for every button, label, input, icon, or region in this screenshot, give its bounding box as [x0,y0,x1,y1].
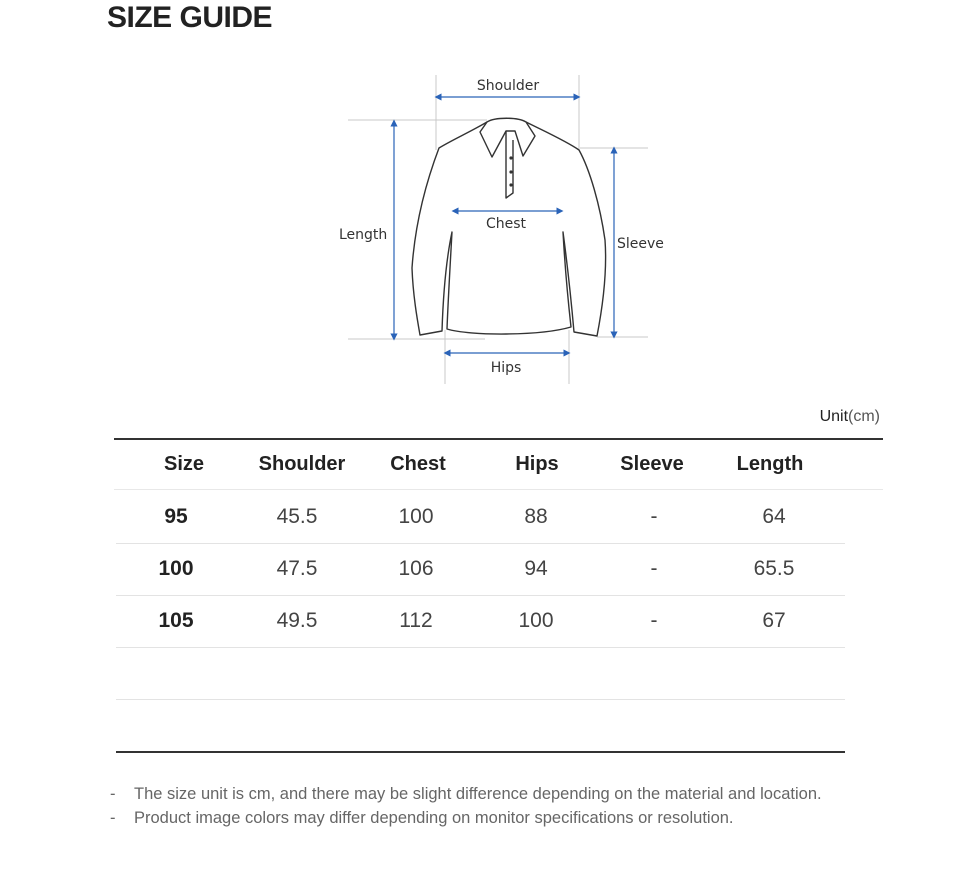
cell-size: 105 [158,609,194,632]
cell-sleeve: - [650,557,658,580]
chest-label: Chest [485,216,527,232]
column-header-hips: Hips [515,453,559,475]
length-label: Length [339,227,388,243]
note-bullet: - [110,809,116,827]
column-header-sleeve: Sleeve [620,453,684,475]
page-title: SIZE GUIDE [107,1,273,34]
cell-sleeve: - [650,505,658,528]
cell-shoulder: 47.5 [276,557,318,580]
cell-hips: 88 [524,505,548,528]
cell-size: 100 [158,557,194,580]
note-item [110,782,822,806]
column-header-shoulder: Shoulder [258,453,346,475]
note-item [110,806,822,830]
cell-length: 64 [762,505,786,528]
cell-hips: 94 [524,557,548,580]
table-bottom-rule [116,751,845,753]
cell-length: 65.5 [753,557,795,580]
unit-value: (cm) [848,408,880,425]
sleeve-label: Sleeve [617,236,664,252]
note-bullet: - [110,785,116,803]
table-header [114,440,883,490]
table-row [116,543,845,596]
size-notes [110,782,822,830]
table-row-empty [116,647,845,700]
shoulder-label: Shoulder [476,78,540,94]
cell-chest: 106 [398,557,434,580]
table-row [116,491,845,544]
column-header-length: Length [736,453,804,475]
cell-chest: 112 [399,609,433,632]
cell-shoulder: 49.5 [276,609,318,632]
unit-word: Unit [819,408,849,425]
hips-label: Hips [490,360,522,376]
table-row [116,595,845,648]
note-text: The size unit is cm, and there may be slight difference depending on the material and location. [134,785,822,803]
column-header-chest: Chest [390,453,446,475]
cell-hips: 100 [518,609,554,632]
column-header-size: Size [163,453,205,475]
table-row-empty [116,699,845,751]
cell-sleeve: - [650,609,658,632]
cell-size: 95 [164,505,188,528]
cell-chest: 100 [398,505,434,528]
unit-label [820,408,880,426]
shirt-measurement-diagram [0,0,960,400]
cell-length: 67 [762,609,786,632]
note-text: Product image colors may differ depending on monitor specifications or resolution. [134,809,734,827]
cell-shoulder: 45.5 [276,505,318,528]
